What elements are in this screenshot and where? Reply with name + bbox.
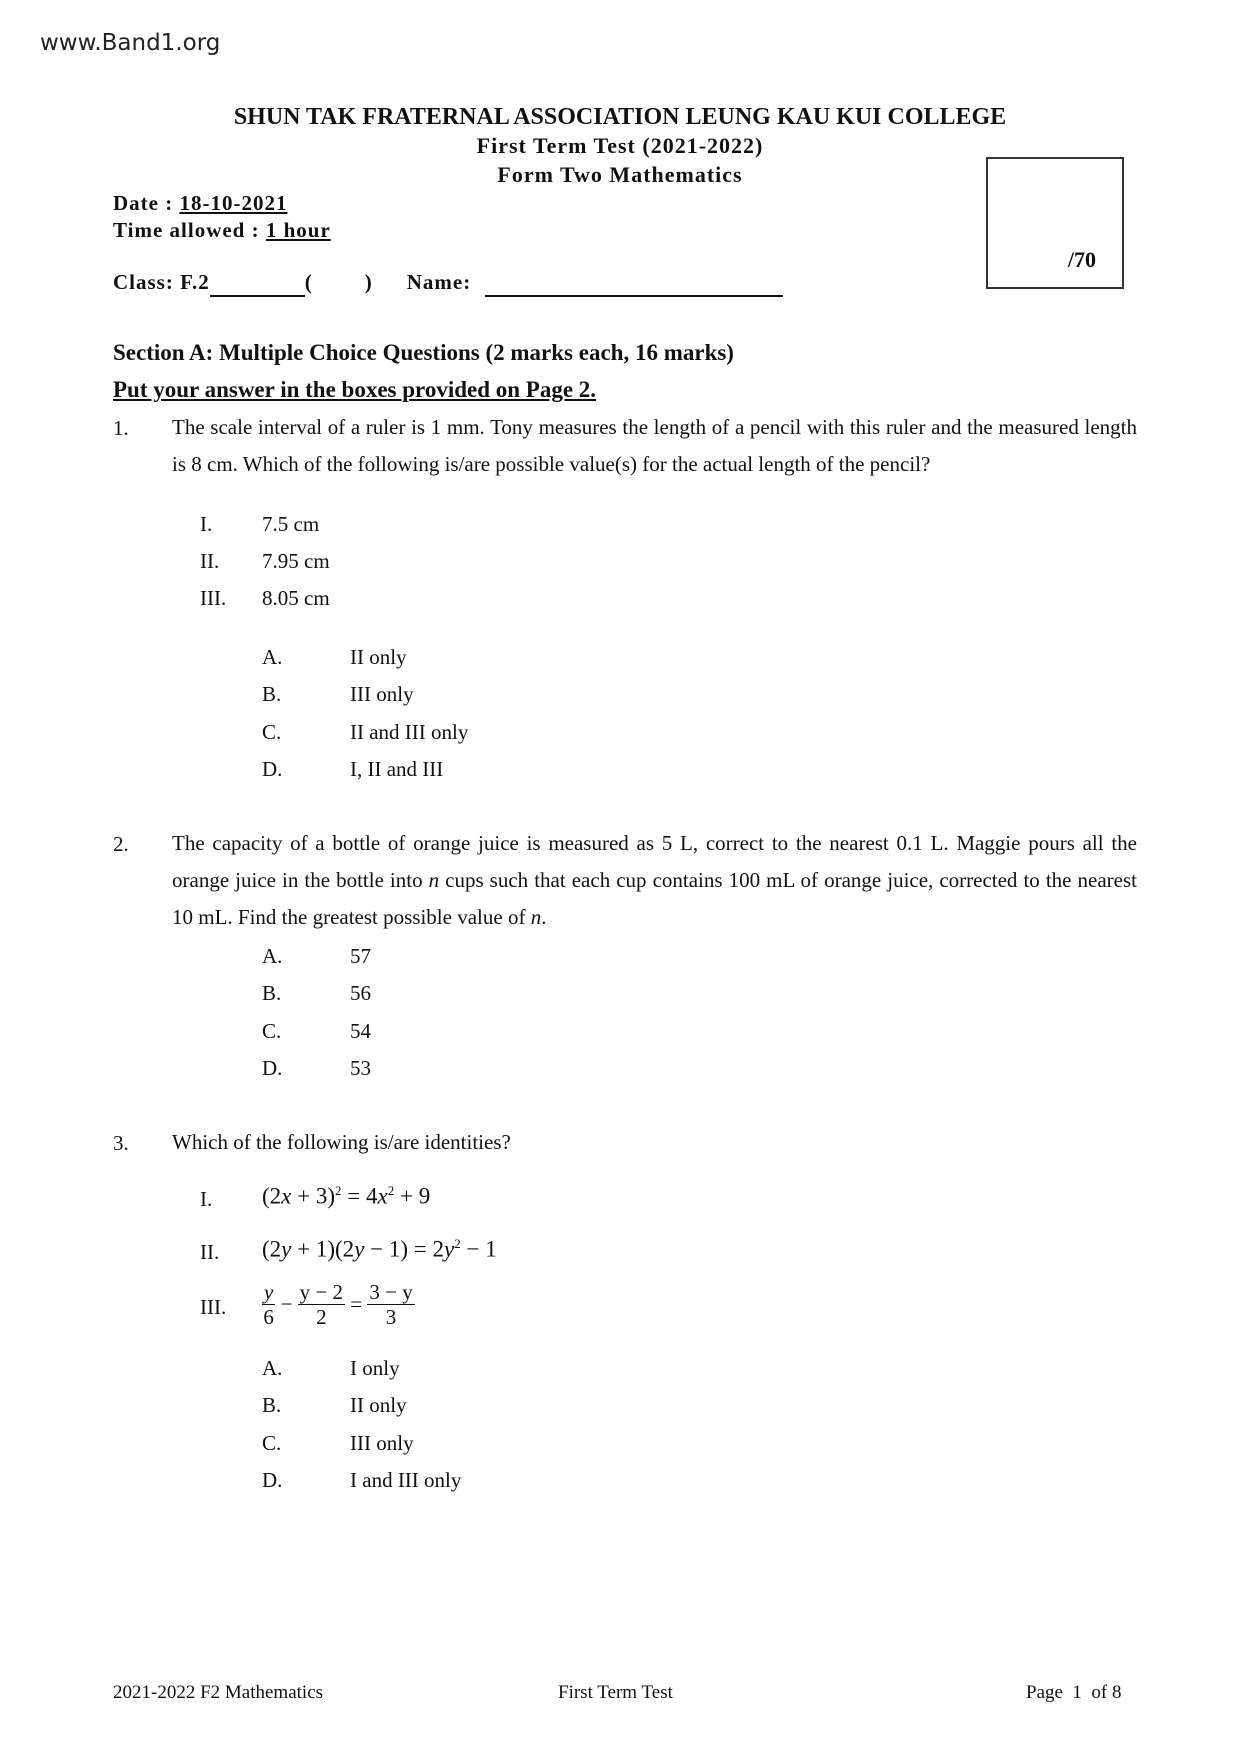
variable-n: n — [530, 905, 542, 929]
option-value: II only — [350, 1393, 407, 1417]
time-line — [113, 218, 331, 243]
variable-n: n — [428, 868, 440, 892]
statement-value: 7.95 cm — [262, 549, 330, 573]
statement-label: I. — [200, 1187, 213, 1211]
statement-value: 7.5 cm — [262, 512, 320, 536]
option-label: D. — [262, 1468, 283, 1492]
question-3-number: 3. — [113, 1131, 129, 1155]
name-blank[interactable] — [485, 270, 783, 297]
footer-center: First Term Test — [558, 1682, 673, 1703]
watermark: www.Band1.org — [40, 30, 221, 56]
option-label: C. — [262, 1431, 282, 1455]
option-label: A. — [262, 944, 283, 968]
question-2-text-part: The capacity of a bottle of orange juice is measured as 5 L, correct to the nearest 0.1 L. Maggie pours all the orange juice in the bottle into — [172, 831, 1137, 892]
paren-open: ( — [304, 270, 313, 294]
statement-label: I. — [200, 512, 213, 536]
option-value: II and III only — [350, 720, 469, 744]
paren-close: ) — [364, 270, 373, 294]
date-label: Date : — [113, 191, 180, 215]
score-box — [986, 157, 1124, 289]
time-value: 1 hour — [265, 218, 331, 242]
statement-label: III. — [200, 1295, 227, 1319]
option-label: B. — [262, 981, 282, 1005]
statement-label: III. — [200, 586, 227, 610]
option-label: D. — [262, 757, 283, 781]
option-value: 54 — [350, 1019, 371, 1043]
option-value: II only — [350, 645, 407, 669]
test-title: First Term Test (2021-2022) — [476, 133, 764, 158]
question-2-text — [172, 825, 1137, 936]
score-total: /70 — [1067, 247, 1096, 272]
option-value: 57 — [350, 944, 371, 968]
question-1-number: 1. — [113, 416, 129, 440]
class-blank[interactable] — [210, 270, 305, 297]
school-name: SHUN TAK FRATERNAL ASSOCIATION LEUNG KAU KUI COLLEGE — [233, 104, 1007, 130]
question-2-text-part: cups such that each cup contains 100 mL of orange juice, corrected to the nearest 10 mL. Find the greatest possible value of — [172, 868, 1137, 929]
option-value: III only — [350, 1431, 414, 1455]
question-3-text: Which of the following is/are identities? — [172, 1130, 511, 1154]
statement-label: II. — [200, 549, 220, 573]
option-label: D. — [262, 1056, 283, 1080]
subject-title: Form Two Mathematics — [497, 162, 743, 187]
footer-left: 2021-2022 F2 Mathematics — [113, 1682, 324, 1703]
section-title: Section A: Multiple Choice Questions (2 marks each, 16 marks) — [113, 340, 734, 365]
date-line — [113, 191, 287, 216]
option-label: A. — [262, 1356, 283, 1380]
date-value: 18-10-2021 — [179, 191, 288, 215]
fraction: $\frac{3 - y}{3}$ — [369, 1280, 413, 1329]
section-note: Put your answer in the boxes provided on Page 2. — [113, 377, 597, 402]
class-number-blank[interactable] — [313, 270, 365, 295]
identity-i: $(2x + 3)^2 = 4x^2 + 9$ — [262, 1183, 431, 1209]
class-name-line — [113, 270, 783, 297]
statement-value: 8.05 cm — [262, 586, 330, 610]
option-value: I, II and III — [350, 757, 444, 781]
option-label: C. — [262, 720, 282, 744]
time-label: Time allowed : — [113, 218, 266, 242]
question-2-number: 2. — [113, 832, 129, 856]
name-label: Name: — [406, 270, 472, 294]
option-value: III only — [350, 682, 414, 706]
question-2-text-part: . — [541, 905, 547, 929]
option-label: C. — [262, 1019, 282, 1043]
footer-page-number: Page 1 of 8 — [1026, 1682, 1122, 1703]
option-value: I and III only — [350, 1468, 462, 1492]
statement-label: II. — [200, 1240, 220, 1264]
identity-iii: $\frac{y}{6}$ − $\frac{y - 2}{2}$ = $\frac{3 - y}{3}$ — [263, 1280, 413, 1329]
fraction: $\frac{y}{6}$ — [263, 1280, 274, 1329]
option-label: A. — [262, 645, 283, 669]
option-value: I only — [350, 1356, 400, 1380]
option-value: 53 — [350, 1056, 371, 1080]
identity-ii: $(2y + 1)(2y - 1) = 2y^2 - 1$ — [262, 1236, 497, 1262]
question-1-text: The scale interval of a ruler is 1 mm. Tony measures the length of a pencil with this ruler and the measured length is 8 cm. Which of the following is/are possible value(s) for the actual length of the pencil? — [172, 415, 1137, 476]
option-value: 56 — [350, 981, 371, 1005]
class-label: Class: F.2 — [113, 270, 210, 294]
fraction: $\frac{y - 2}{2}$ — [299, 1280, 344, 1329]
option-label: B. — [262, 682, 282, 706]
option-label: B. — [262, 1393, 282, 1417]
